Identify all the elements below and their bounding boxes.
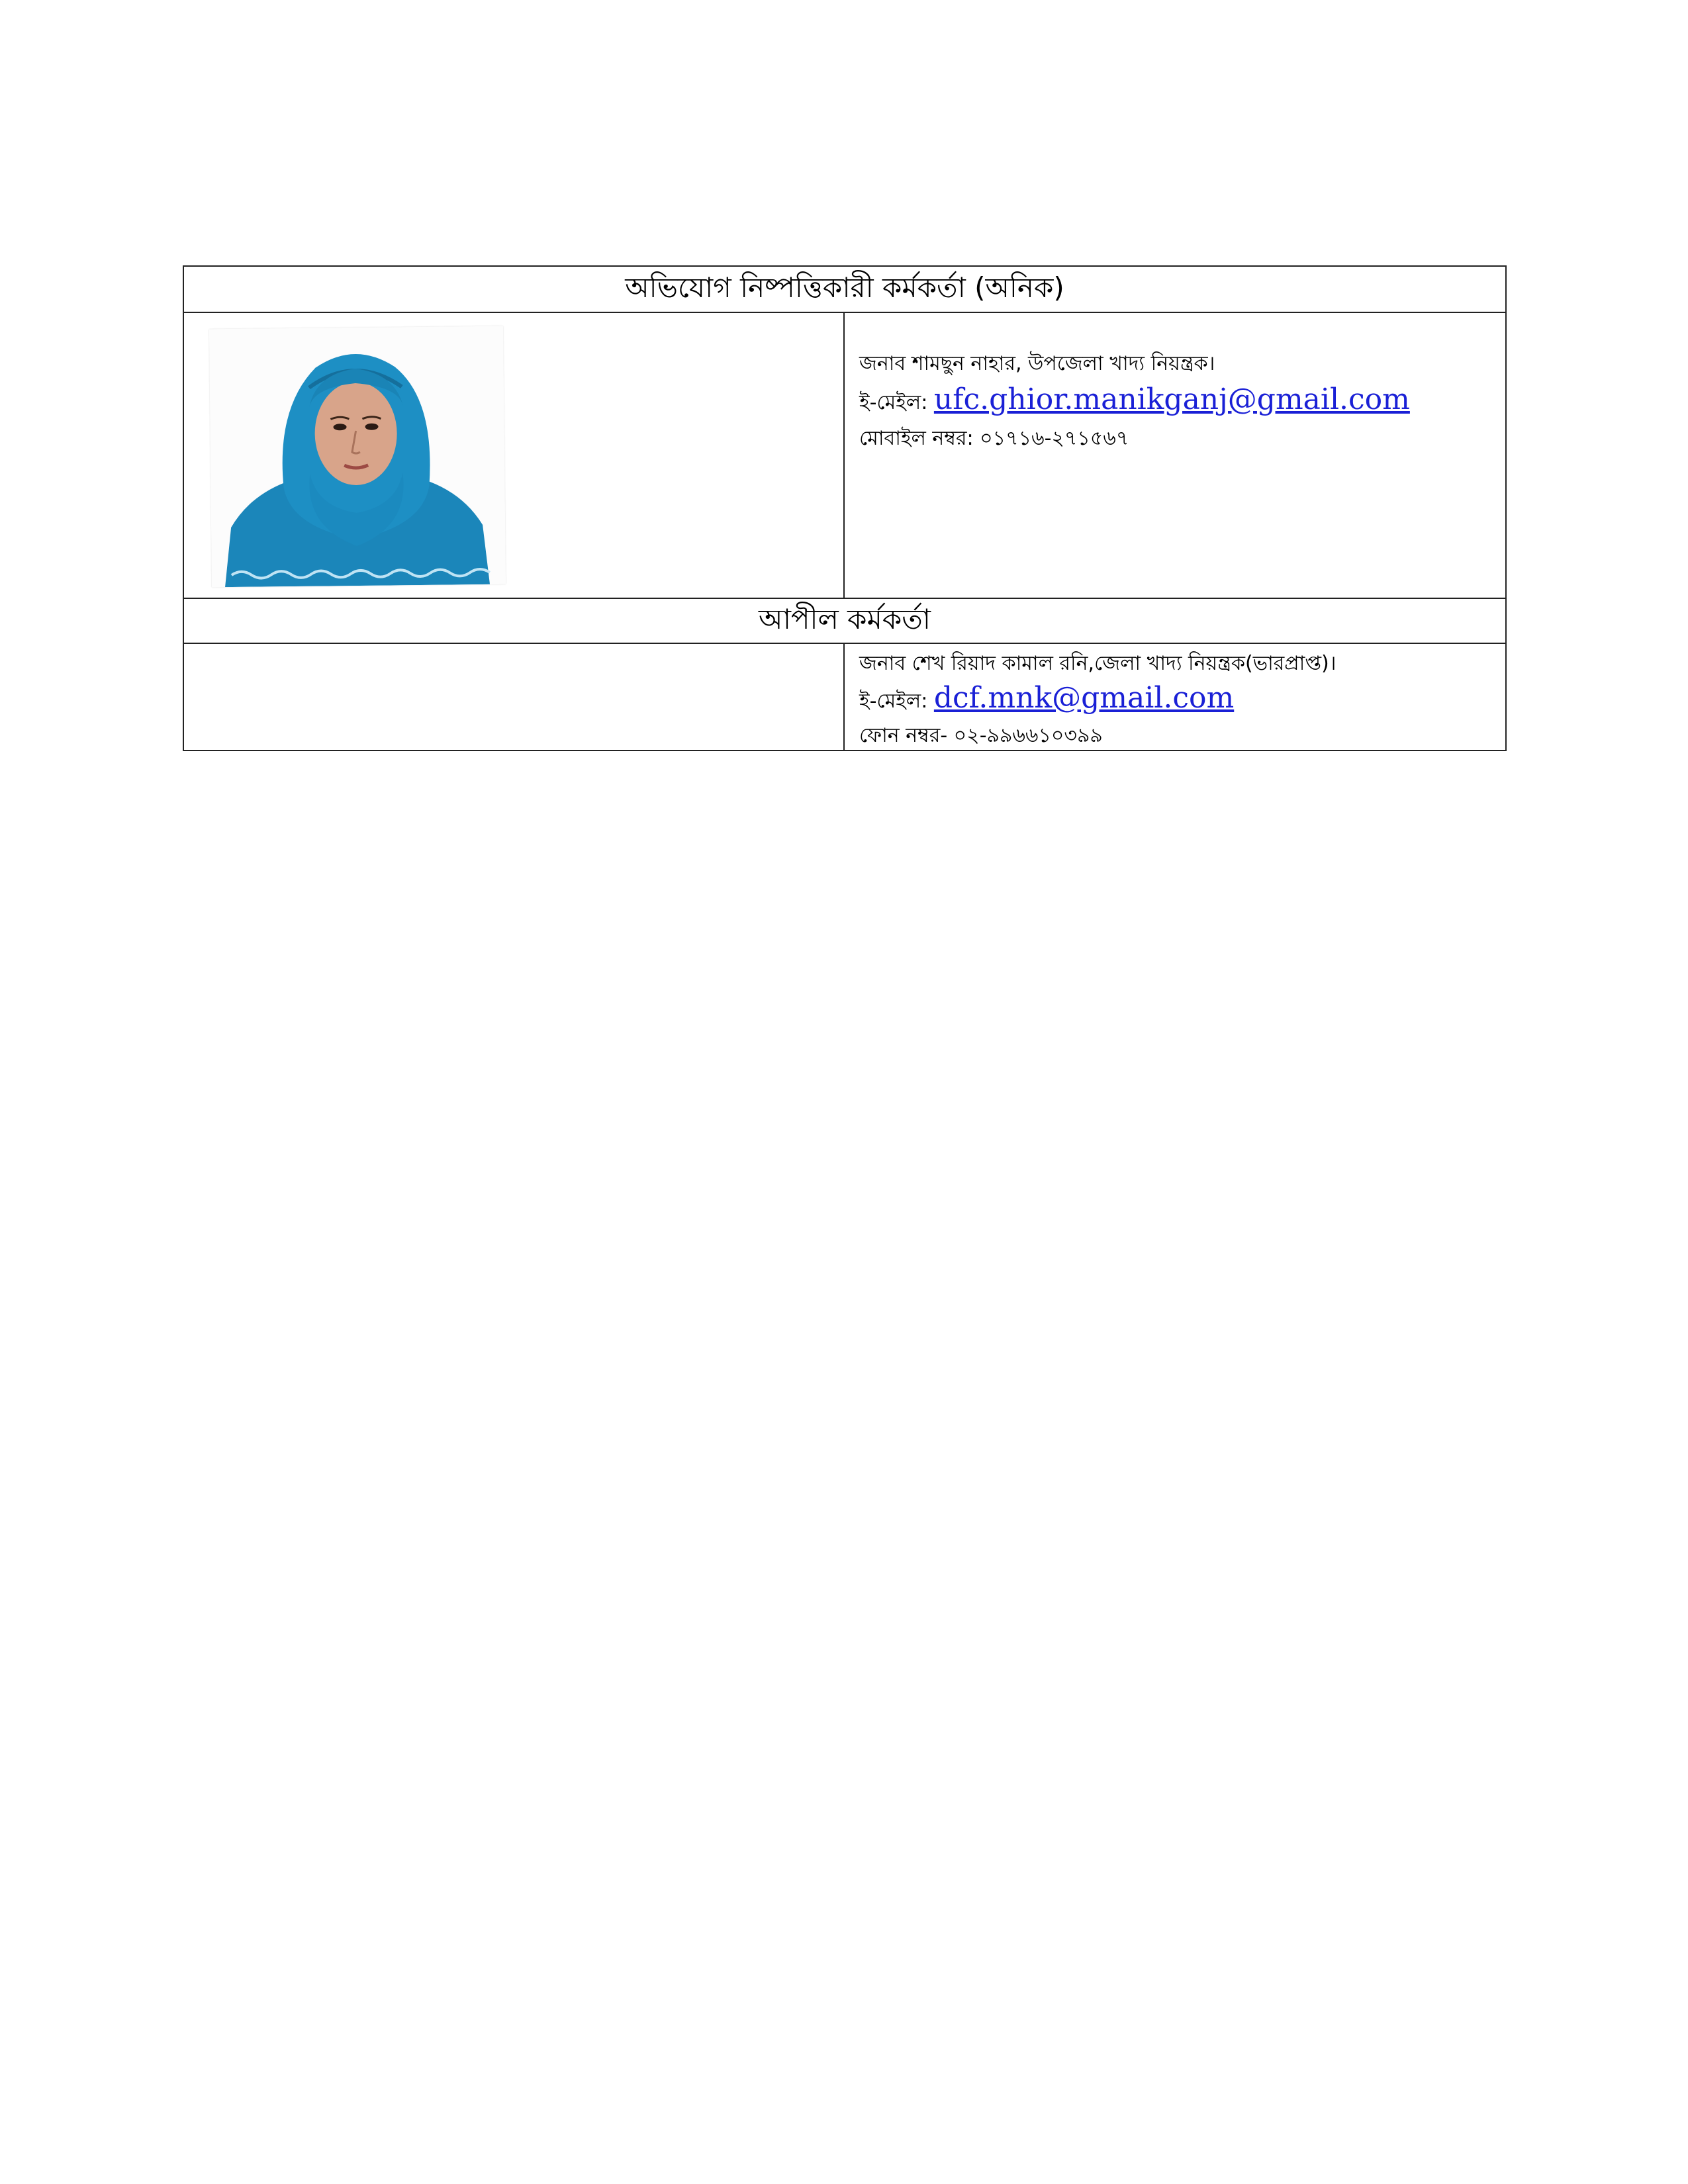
appeal-officer-phone: ফোন নম্বর- ০২-৯৯৬৬১০৩৯৯ [859,724,1103,747]
appeal-photo-cell [184,644,845,750]
officer-table [183,265,1507,751]
appeal-officer-heading: আপীল কর্মকর্তা [759,602,931,635]
appeal-officer-row [184,643,1505,750]
officer-photo [209,326,506,588]
appeal-officer-email-line [859,681,1505,719]
officer-photo-cell [184,313,845,598]
email-label: ই-মেইল: [859,690,934,713]
officer-email-link[interactable]: ufc.ghior.manikganj@gmail.com [933,383,1410,416]
grievance-officer-heading: অভিযোগ নিষ্পত্তিকারী কর্মকর্তা (অনিক) [625,271,1064,304]
appeal-officer-info [845,644,1505,750]
appeal-officer-heading-row [184,598,1505,643]
grievance-officer-row [184,312,1505,598]
grievance-officer-heading-row [184,267,1505,312]
email-label: ই-মেইল: [859,391,934,414]
officer-email-line [859,382,1505,421]
officer-mobile: মোবাইল নম্বর: ০১৭১৬-২৭১৫৬৭ [859,427,1129,450]
officer-name: জনাব শামছুন নাহার, উপজেলা খাদ্য নিয়ন্ত্রক। [859,352,1215,375]
appeal-officer-email-link[interactable]: dcf.mnk@gmail.com [933,681,1235,715]
appeal-officer-name: জনাব শেখ রিয়াদ কামাল রনি,জেলা খাদ্য নিয়ন্ত্রক(ভারপ্রাপ্ত)। [859,652,1336,675]
grievance-officer-info [845,313,1505,598]
